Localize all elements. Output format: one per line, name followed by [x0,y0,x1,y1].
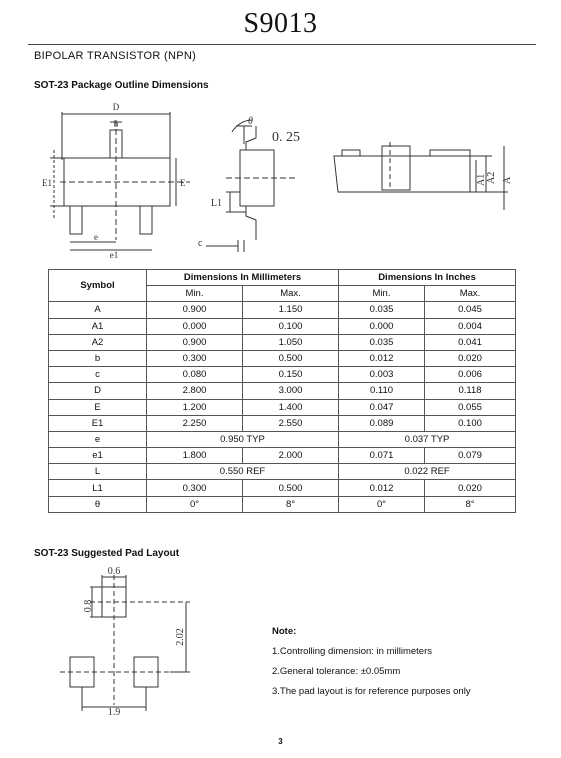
cell-in-min: 0° [339,496,425,512]
cell-mm-max: 0.100 [243,318,339,334]
cell-in-max: 0.045 [425,302,516,318]
cell-in-min: 0.003 [339,367,425,383]
mm-min-header: Min. [147,286,243,302]
cell-in-typ: 0.022 REF [339,464,516,480]
pad-layout-drawing [60,565,200,718]
cell-mm-max: 2.550 [243,415,339,431]
cell-in-max: 8° [425,496,516,512]
table-row [49,480,516,496]
cell-in-max: 0.004 [425,318,516,334]
dim-label-A1: A1 [476,173,487,186]
end-view-drawing [320,140,520,220]
cell-in-max: 0.100 [425,415,516,431]
table-row [49,302,516,318]
cell-mm-max: 0.500 [243,480,339,496]
cell-mm-min: 0.000 [147,318,243,334]
cell-symbol: D [49,383,147,399]
cell-symbol: θ [49,496,147,512]
cell-in-min: 0.071 [339,448,425,464]
in-max-header: Max. [425,286,516,302]
cell-in-min: 0.089 [339,415,425,431]
mm-header: Dimensions In Millimeters [147,270,339,286]
cell-symbol: A1 [49,318,147,334]
cell-mm-min: 1.200 [147,399,243,415]
cell-in-max: 0.020 [425,350,516,366]
pad-dim-height: 0.8 [83,599,94,613]
dim-label-A2: A2 [486,171,497,184]
cell-mm-max: 0.500 [243,350,339,366]
side-view-drawing [196,112,326,262]
pad-layout-heading: SOT-23 Suggested Pad Layout [34,548,180,559]
page-number: 3 [278,737,283,746]
cell-in-max: 0.041 [425,334,516,350]
cell-in-max: 0.055 [425,399,516,415]
dim-label-e: e [94,232,98,242]
cell-in-min: 0.035 [339,302,425,318]
table-row [49,415,516,431]
pad-dim-pitch-x: 1.9 [107,707,121,718]
cell-in-min: 0.000 [339,318,425,334]
cell-mm-min: 0.900 [147,302,243,318]
cell-in-max: 0.006 [425,367,516,383]
cell-in-min: 0.012 [339,480,425,496]
dim-angle-value: 0. 25 [272,130,300,145]
top-view-drawing [30,100,200,260]
notes-title: Note: [272,626,297,637]
table-row [49,399,516,415]
cell-in-max: 0.020 [425,480,516,496]
cell-symbol: b [49,350,147,366]
cell-mm-typ: 0.950 TYP [147,431,339,447]
note-item: 2.General tolerance: ±0.05mm [272,666,401,677]
cell-symbol: E1 [49,415,147,431]
dim-label-e1: e1 [109,250,119,260]
symbol-header: Symbol [49,270,147,302]
dim-label-theta: θ [248,116,253,127]
table-row [49,431,516,447]
cell-mm-min: 2.800 [147,383,243,399]
cell-mm-max: 1.150 [243,302,339,318]
pad-dim-width: 0.6 [107,566,121,577]
part-subtitle: BIPOLAR TRANSISTOR (NPN) [34,50,197,62]
pad-dim-pitch-y: 2.02 [175,628,186,646]
table-row [49,448,516,464]
cell-mm-min: 0.080 [147,367,243,383]
cell-mm-min: 2.250 [147,415,243,431]
dim-label-E: E [180,178,186,188]
cell-in-max: 0.079 [425,448,516,464]
cell-mm-max: 8° [243,496,339,512]
cell-in-min: 0.047 [339,399,425,415]
cell-in-min: 0.035 [339,334,425,350]
cell-symbol: c [49,367,147,383]
page-title: S9013 [243,8,318,39]
cell-in-max: 0.118 [425,383,516,399]
notes-block [272,622,471,702]
cell-mm-max: 1.400 [243,399,339,415]
table-row [49,318,516,334]
outline-heading: SOT-23 Package Outline Dimensions [34,80,209,91]
cell-mm-max: 0.150 [243,367,339,383]
cell-mm-min: 0.300 [147,480,243,496]
dimensions-table [48,269,516,513]
dim-label-L1: L1 [210,198,222,209]
dim-label-c: c [198,238,203,249]
mm-max-header: Max. [243,286,339,302]
cell-in-typ: 0.037 TYP [339,431,516,447]
cell-symbol: L [49,464,147,480]
cell-mm-max: 3.000 [243,383,339,399]
note-item: 3.The pad layout is for reference purposes only [272,686,471,697]
cell-mm-min: 0.300 [147,350,243,366]
cell-mm-min: 1.800 [147,448,243,464]
dim-label-D: D [112,102,120,112]
in-min-header: Min. [339,286,425,302]
table-row [49,383,516,399]
table-row [49,367,516,383]
dim-label-A: A [502,176,513,184]
cell-mm-min: 0° [147,496,243,512]
table-row [49,464,516,480]
cell-symbol: e [49,431,147,447]
inch-header: Dimensions In Inches [339,270,516,286]
cell-mm-max: 1.050 [243,334,339,350]
dim-label-E1: E1 [42,178,52,188]
cell-symbol: E [49,399,147,415]
cell-in-min: 0.110 [339,383,425,399]
cell-mm-min: 0.900 [147,334,243,350]
note-item: 1.Controlling dimension: in millimeters [272,646,432,657]
table-row [49,350,516,366]
table-row [49,334,516,350]
cell-symbol: A2 [49,334,147,350]
cell-symbol: A [49,302,147,318]
cell-mm-max: 2.000 [243,448,339,464]
cell-mm-typ: 0.550 REF [147,464,339,480]
header-rule [28,44,536,45]
dim-label-b: b [113,119,119,129]
table-row [49,496,516,512]
cell-symbol: e1 [49,448,147,464]
cell-in-min: 0.012 [339,350,425,366]
cell-symbol: L1 [49,480,147,496]
